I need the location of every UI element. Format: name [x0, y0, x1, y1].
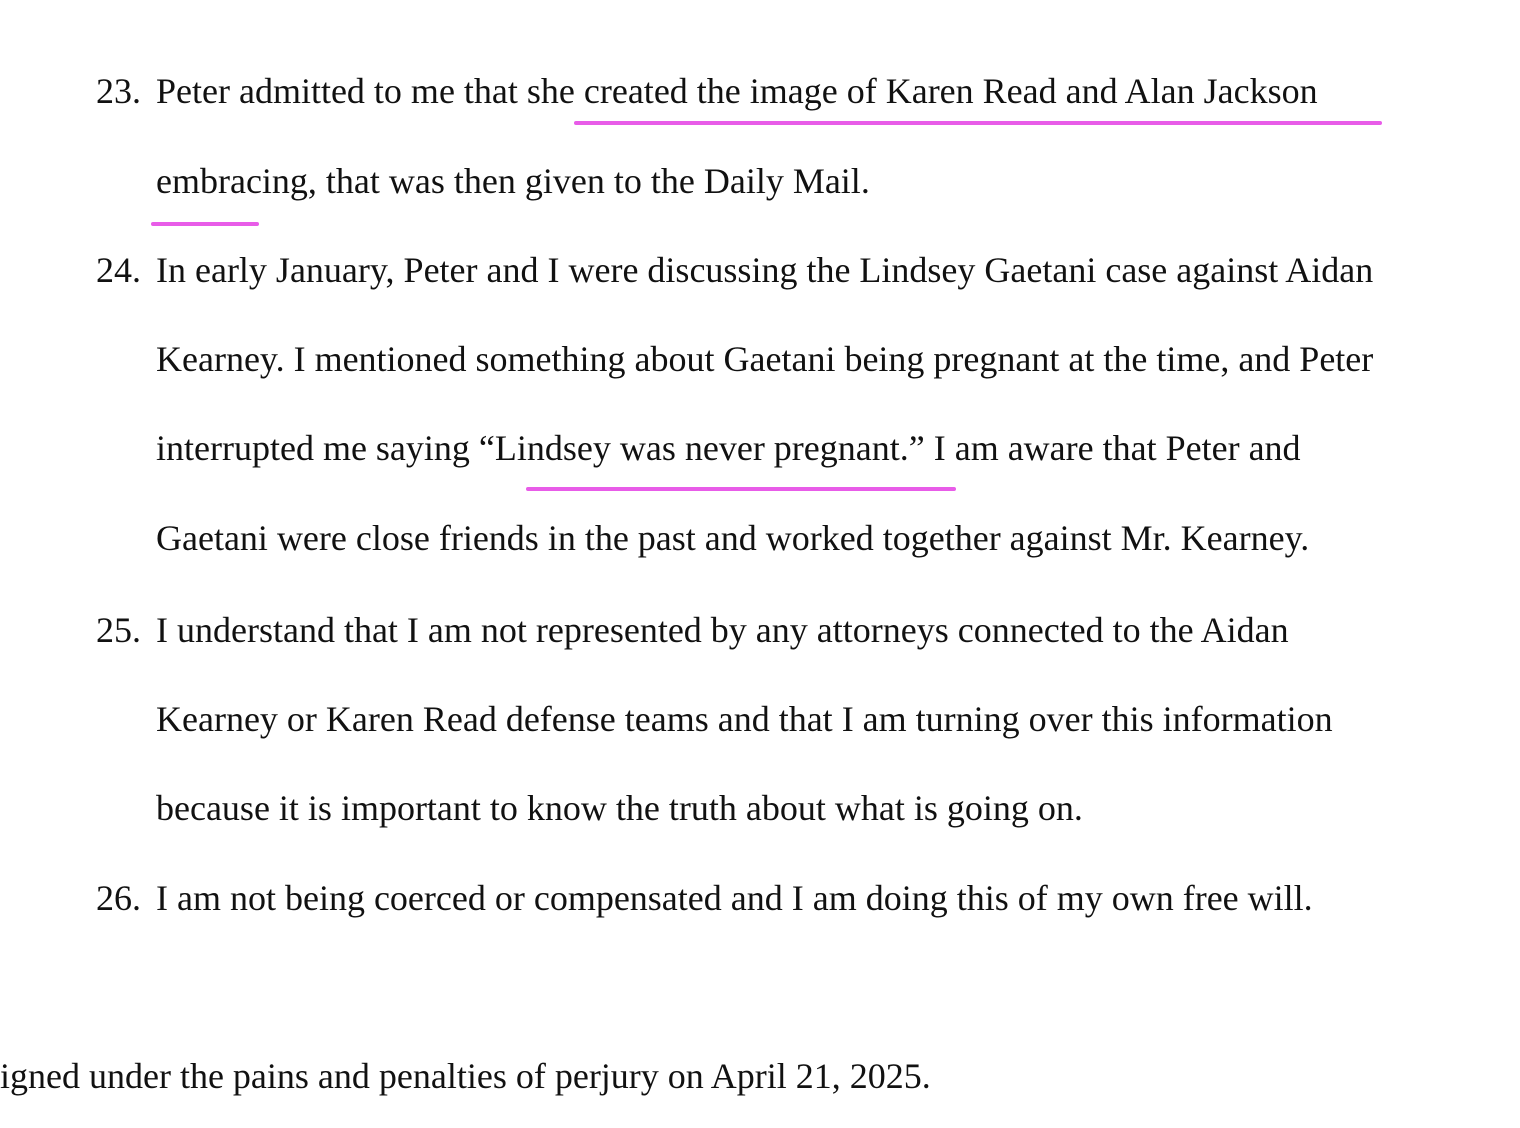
paragraph-line: Kearney. I mentioned something about Gaetani being pregnant at the time, and Peter	[156, 339, 1374, 379]
highlight-underline	[526, 487, 956, 491]
paragraph-line: embracing, that was then given to the Daily Mail.	[156, 161, 870, 201]
paragraph-line: In early January, Peter and I were discussing the Lindsey Gaetani case against Aidan	[156, 250, 1374, 290]
paragraph-line: Kearney or Karen Read defense teams and that I am turning over this information	[156, 699, 1333, 739]
paragraph-line: because it is important to know the truth about what is going on.	[156, 788, 1083, 828]
paragraph-line: I understand that I am not represented by any attorneys connected to the Aidan	[156, 610, 1289, 650]
signature-statement: igned under the pains and penalties of perjury on April 21, 2025.	[0, 1056, 931, 1096]
paragraph-number: 23.	[96, 71, 141, 111]
paragraph-line: I am not being coerced or compensated and I am doing this of my own free will.	[156, 878, 1313, 918]
paragraph-number: 25.	[96, 610, 141, 650]
paragraph-line: interrupted me saying “Lindsey was never pregnant.” I am aware that Peter and	[156, 428, 1301, 468]
paragraph-number: 26.	[96, 878, 141, 918]
highlight-underline	[574, 121, 1382, 125]
paragraph-line: Peter admitted to me that she created the image of Karen Read and Alan Jackson	[156, 71, 1318, 111]
highlight-underline	[151, 222, 259, 226]
paragraph-number: 24.	[96, 250, 141, 290]
paragraph-line: Gaetani were close friends in the past and worked together against Mr. Kearney.	[156, 518, 1310, 558]
